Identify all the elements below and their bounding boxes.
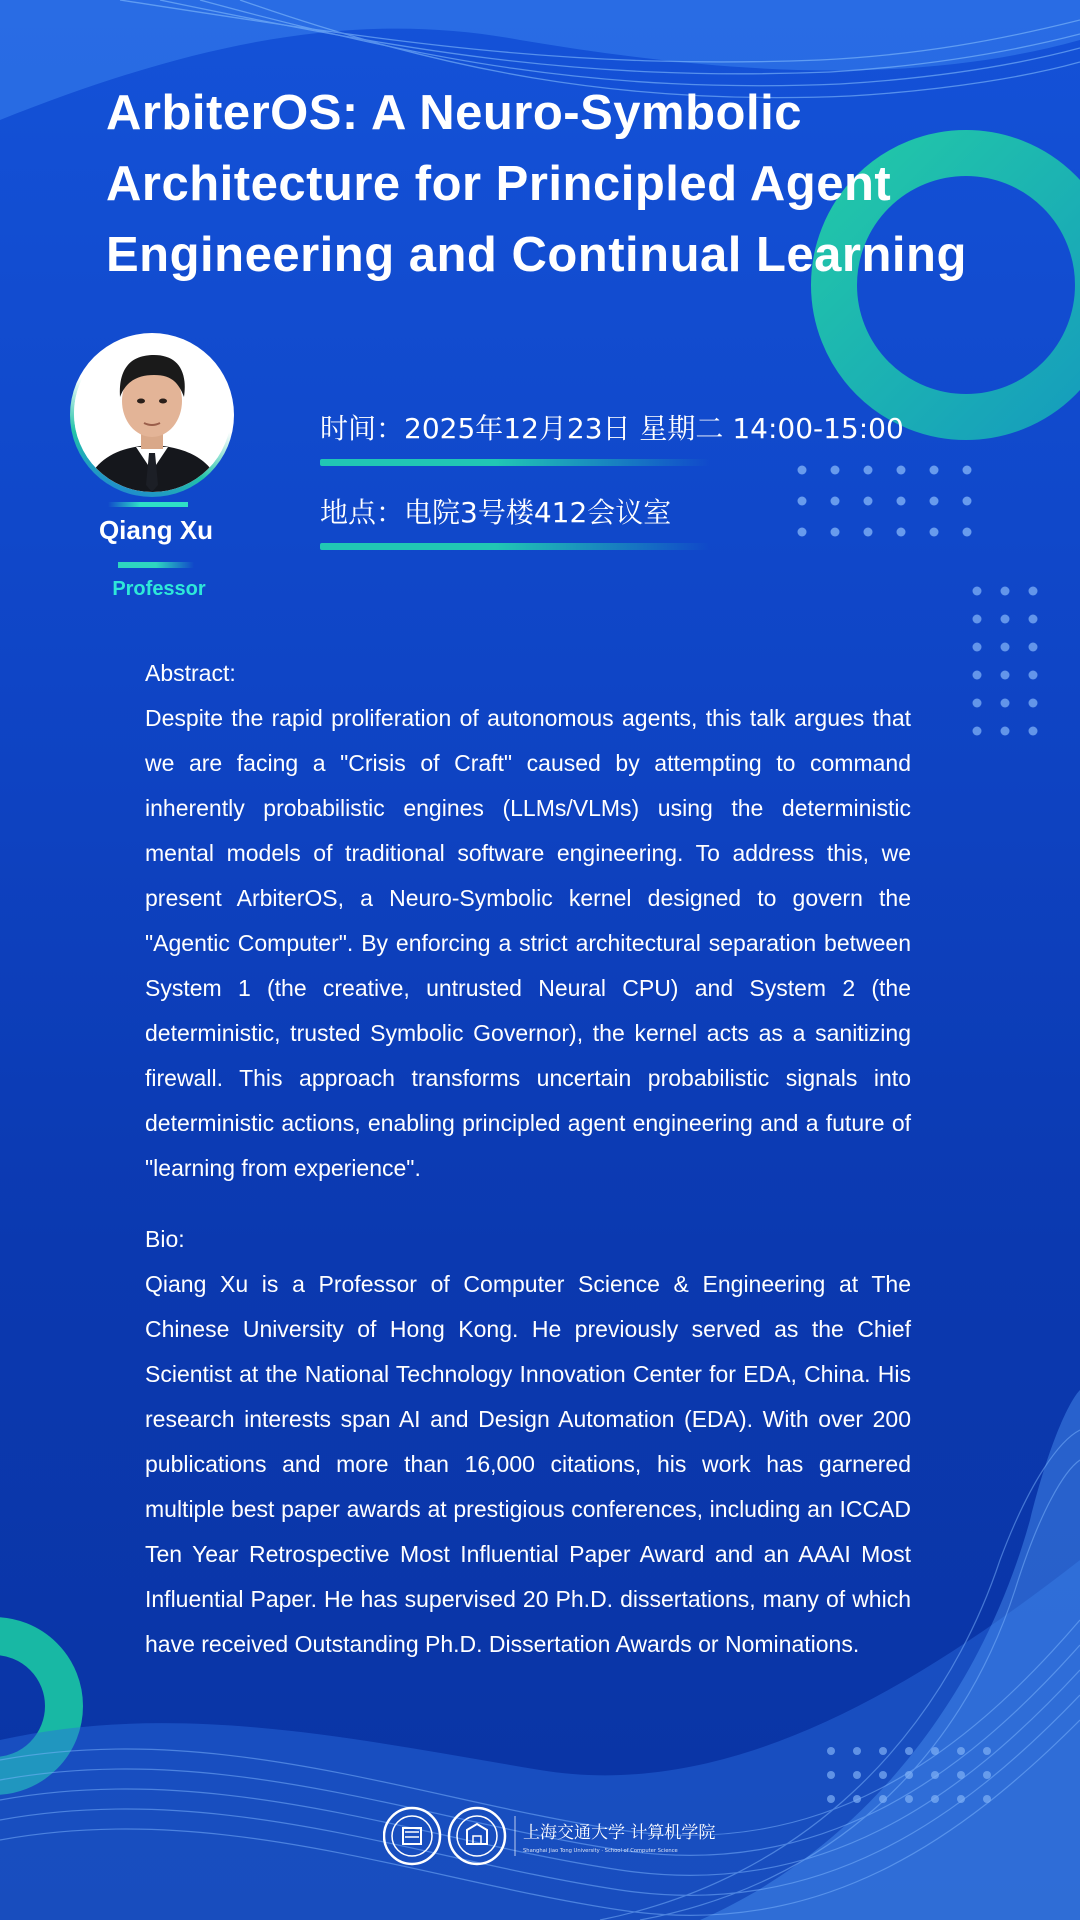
decorative-dot xyxy=(983,1795,991,1803)
event-location: 地点：电院3号楼412会议室 xyxy=(320,496,672,529)
decorative-dot xyxy=(973,671,982,680)
decorative-dot xyxy=(973,643,982,652)
event-time: 时间：2025年12月23日 星期二 14:00-15:00 xyxy=(320,412,904,445)
decorative-dot xyxy=(930,466,939,475)
decorative-dot xyxy=(1029,671,1038,680)
speaker-name: Qiang Xu xyxy=(98,515,214,545)
decorative-dot xyxy=(1029,699,1038,708)
decorative-dot xyxy=(1029,643,1038,652)
decorative-dot xyxy=(1001,699,1010,708)
decorative-dot xyxy=(1029,727,1038,736)
abstract-text: Despite the rapid proliferation of autonomous agents, this talk argues that we are facing a "Crisis of Craft" caused by attempting to command inherently probabilistic engines (LLMs/VLMs) using the deterministic mental models of traditional software engineering. To address this, we present ArbiterOS, a Neuro-Symbolic kernel designed to govern the "Agentic Computer". By enforcing a strict architectural separation between System 1 (the creative, untrusted Neural CPU) and System 2 (the deterministic, trusted Symbolic Governor), the kernel acts as a sanitizing firewall. This approach transforms uncertain probabilistic signals into deterministic actions, enabling principled agent engineering and a future of "learning from experience". xyxy=(145,705,911,1181)
decorative-dot xyxy=(930,497,939,506)
bio-text: Qiang Xu is a Professor of Computer Science & Engineering at The Chinese University of Hong Kong. He previously served as the Chief Scientist at the National Technology Innovation Center for EDA, China. His research interests span AI and Design Automation (EDA). With over 200 publications and more than 16,000 citations, his work has garnered multiple best paper awards at prestigious conferences, including an ICCAD Ten Year Retrospective Most Influential Paper Award and an AAAI Most Influential Paper. He has supervised 20 Ph.D. dissertations, many of which have received Outstanding Ph.D. Dissertation Awards or Nominations. xyxy=(145,1271,911,1657)
decorative-dot xyxy=(905,1747,913,1755)
decorative-dot xyxy=(827,1747,835,1755)
decorative-dot xyxy=(931,1795,939,1803)
decorative-dot xyxy=(1029,587,1038,596)
decorative-dot xyxy=(1001,643,1010,652)
decorative-dot xyxy=(1001,727,1010,736)
decorative-dot xyxy=(853,1771,861,1779)
decorative-dot xyxy=(827,1771,835,1779)
person-portrait-icon xyxy=(74,335,231,492)
seal-emblem-icon xyxy=(449,1808,505,1864)
footer-logo-text: 上海交通大学 计算机学院 xyxy=(523,1823,716,1843)
abstract-label: Abstract: xyxy=(145,660,236,686)
decorative-dot xyxy=(897,528,906,537)
decorative-dot xyxy=(1029,615,1038,624)
decorative-dot xyxy=(1001,587,1010,596)
bio-label: Bio: xyxy=(145,1226,185,1252)
decorative-dot xyxy=(905,1771,913,1779)
decorative-dot xyxy=(957,1747,965,1755)
decorative-dot xyxy=(879,1795,887,1803)
decorative-dot xyxy=(963,528,972,537)
decorative-dot xyxy=(853,1747,861,1755)
decorative-dot xyxy=(957,1771,965,1779)
decorative-dot xyxy=(905,1795,913,1803)
name-accent-bar xyxy=(118,562,194,568)
decorative-dot xyxy=(827,1795,835,1803)
time-underline xyxy=(320,459,710,466)
decorative-dot xyxy=(879,1747,887,1755)
decorative-dot xyxy=(798,528,807,537)
decorative-dot xyxy=(973,587,982,596)
decorative-dot xyxy=(983,1747,991,1755)
decorative-dot xyxy=(963,497,972,506)
decorative-dot xyxy=(963,466,972,475)
location-underline xyxy=(320,543,710,550)
footer-logos xyxy=(383,1804,723,1868)
decorative-dot xyxy=(798,466,807,475)
decorative-dot xyxy=(930,528,939,537)
decorative-dot xyxy=(831,528,840,537)
decorative-dot xyxy=(864,497,873,506)
decorative-dot xyxy=(831,497,840,506)
decorative-dot xyxy=(831,466,840,475)
seal-emblem-icon xyxy=(384,1808,440,1864)
decorative-dot xyxy=(931,1771,939,1779)
decorative-dot xyxy=(983,1771,991,1779)
avatar-accent-bar xyxy=(108,502,188,507)
speaker-avatar xyxy=(74,335,231,492)
decorative-dot xyxy=(853,1795,861,1803)
decorative-dot xyxy=(1001,671,1010,680)
decorative-dot xyxy=(879,1771,887,1779)
decorative-dot xyxy=(897,497,906,506)
decorative-dot xyxy=(1001,615,1010,624)
decorative-dot xyxy=(864,466,873,475)
decorative-dot xyxy=(957,1795,965,1803)
speaker-role: Professor xyxy=(112,578,206,600)
decorative-dot xyxy=(973,727,982,736)
decorative-dot xyxy=(931,1747,939,1755)
talk-title: ArbiterOS: A Neuro-Symbolic Architecture for Principled Agent Engineering and Continual Learning xyxy=(106,86,967,282)
decorative-dot xyxy=(897,466,906,475)
decorative-dot xyxy=(798,497,807,506)
decorative-dot xyxy=(864,528,873,537)
footer-logo-subtext: Shanghai Jiao Tong University · School of Computer Science xyxy=(523,1848,678,1854)
decorative-dot xyxy=(973,699,982,708)
decorative-dot xyxy=(973,615,982,624)
